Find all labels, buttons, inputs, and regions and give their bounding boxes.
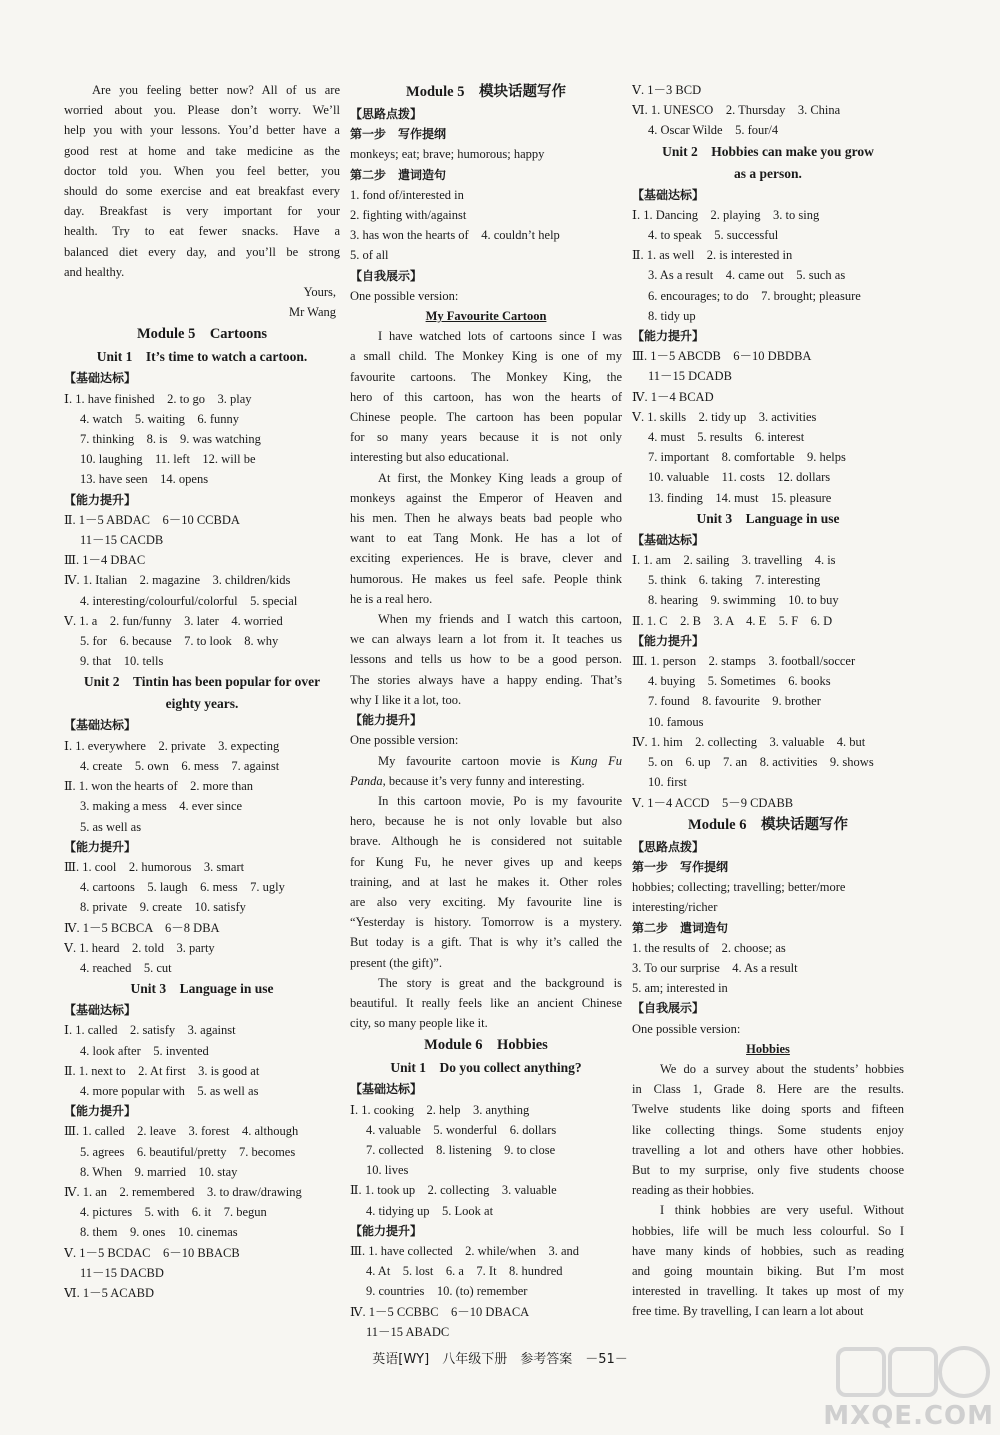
answer-line: Ⅲ. 1. have collected 2. while/when 3. and — [350, 1243, 580, 1258]
answer-line: 4. look after 5. invented — [80, 1043, 209, 1058]
text-line: monkeys against the Emperor of Heaven and — [350, 490, 622, 505]
text-line: “Yesterday is history. Tomorrow is a mystery. — [350, 915, 622, 930]
answer-line: Ⅰ. 1. cooking 2. help 3. anything — [350, 1102, 530, 1117]
text-line: When my friends and I watch this cartoon, — [378, 612, 622, 627]
text-line: present (the gift)”. — [350, 955, 442, 970]
answer-line: Ⅴ. 1. heard 2. told 3. party — [64, 940, 215, 955]
column-right — [632, 80, 904, 1322]
text-line: worried about you. Please don’t worry. We’ll — [64, 103, 340, 118]
answer-line: 10. famous — [648, 714, 704, 729]
answer-line: 3. making a mess 4. ever since — [80, 799, 243, 814]
text-line: We do a survey about the students’ hobbies — [660, 1061, 904, 1076]
module-heading: Module 5 模块话题写作 — [406, 84, 566, 100]
text-line: and going mountain biking. But I’m most — [632, 1263, 904, 1278]
text-line: In this cartoon movie, Po is my favourite — [378, 793, 622, 808]
answer-line: Ⅱ. 1. as well 2. is interested in — [632, 248, 793, 263]
module-heading: Module 5 Cartoons — [136, 326, 268, 343]
text-line: for so many years because it is not only — [350, 430, 622, 445]
paragraph — [350, 973, 622, 1034]
answer-line: 11－15 CACDB — [80, 533, 164, 548]
text-line: Chinese people. The cartoon has been popular — [350, 410, 622, 425]
answer-line: Ⅳ. 1－5 BCBCA 6－8 DBA — [64, 920, 220, 935]
answer-line: One possible version: — [350, 288, 459, 303]
text-line: hero of this cartoon, has won the hearts of — [350, 389, 622, 404]
section-tag: 第二步 遣词造句 — [350, 167, 447, 182]
section-tag: 【基础达标】 — [350, 1082, 423, 1097]
answer-line: Ⅱ. 1. next to 2. At first 3. is good at — [64, 1063, 260, 1078]
section-tag: 【自我展示】 — [632, 1001, 705, 1016]
answer-line: Ⅲ. 1. cool 2. humorous 3. smart — [64, 859, 245, 874]
answer-line: Ⅴ. 1－4 ACCD 5－9 CDABB — [632, 795, 794, 810]
text-line: want to eat Tang Monk. He has a lot of — [350, 531, 622, 546]
unit-heading: Unit 2 Hobbies can make you grow — [662, 143, 874, 159]
answer-line: Ⅲ. 1. called 2. leave 3. forest 4. although — [64, 1124, 299, 1139]
section-tag: 第二步 遣词造句 — [632, 920, 729, 935]
unit-heading: eighty years. — [165, 696, 239, 712]
answer-line: Ⅰ. 1. am 2. sailing 3. travelling 4. is — [632, 553, 836, 568]
answer-line: 4. must 5. results 6. interest — [648, 430, 805, 445]
text-line: interested in travelling. It takes up most of my — [632, 1284, 904, 1299]
answer-line: Ⅳ. 1－5 CCBBC 6－10 DBACA — [350, 1304, 530, 1319]
text-line: favourite cartoons. The Monkey King, the — [350, 369, 622, 384]
answer-line: 5. for 6. because 7. to look 8. why — [80, 634, 279, 649]
unit-heading: Unit 2 Tintin has been popular for over — [83, 674, 321, 690]
answer-line: One possible version: — [632, 1021, 741, 1036]
answer-line: 5. think 6. taking 7. interesting — [648, 573, 821, 588]
text-line: and healthy. — [64, 264, 125, 279]
unit-heading: Unit 3 Language in use — [130, 981, 274, 997]
answer-line: 13. finding 14. must 15. pleasure — [648, 490, 832, 505]
answer-line: 4. Oscar Wilde 5. four/4 — [648, 123, 779, 138]
paragraph — [350, 609, 622, 710]
text-line: reading as their hobbies. — [632, 1183, 755, 1198]
text-line: are also very exciting. My favourite line is — [350, 894, 622, 909]
text-line: free time. By travelling, I can learn a lot about — [632, 1304, 864, 1319]
unit-heading: Unit 1 It’s time to watch a cartoon. — [96, 349, 308, 365]
answer-line: 5. agrees 6. beautiful/pretty 7. becomes — [80, 1144, 296, 1159]
section-tag: 【基础达标】 — [64, 371, 137, 386]
answer-line: Ⅲ. 1. person 2. stamps 3. football/soccer — [632, 654, 856, 669]
answer-line: Ⅱ. 1. C 2. B 3. A 4. E 5. F 6. D — [632, 613, 833, 628]
text-line: brave. Although he is considered not suitable — [350, 834, 622, 849]
text-line: why I like it a lot, too. — [350, 692, 462, 707]
answer-line: Ⅱ. 1－5 ABDAC 6－10 CCBDA — [64, 512, 240, 527]
answer-line: 7. collected 8. listening 9. to close — [366, 1142, 556, 1157]
answer-line: 10. lives — [366, 1163, 409, 1178]
section-tag: 【基础达标】 — [64, 1003, 137, 1018]
section-tag: 【能力提升】 — [632, 329, 705, 344]
paragraph — [350, 326, 622, 467]
paragraph — [350, 791, 622, 973]
answer-line: hobbies; collecting; travelling; better/more — [632, 880, 846, 895]
section-tag: 【能力提升】 — [632, 633, 705, 648]
text-line: travelling a lot and others have other hobbies. — [632, 1142, 904, 1157]
text-line: training, and at last he makes it. Other roles — [350, 874, 622, 889]
answer-line: Ⅵ. 1. UNESCO 2. Thursday 3. China — [632, 103, 841, 118]
section-tag: 【基础达标】 — [64, 718, 137, 733]
text-line — [350, 751, 622, 771]
text-line: health. Try to eat fewer snacks. Have a — [64, 224, 340, 239]
answer-line: 4. watch 5. waiting 6. funny — [80, 411, 240, 426]
paragraph — [350, 468, 622, 609]
module-heading: Module 6 Hobbies — [424, 1037, 548, 1054]
signature-line: Yours, — [303, 285, 336, 300]
answer-line: Ⅲ. 1－4 DBAC — [64, 553, 146, 568]
answer-line: 5. of all — [350, 248, 389, 263]
text-line: lessons and tells us how to be a good person. — [350, 652, 622, 667]
answer-line: Ⅳ. 1. an 2. remembered 3. to draw/drawing — [64, 1184, 302, 1199]
section-tag: 第一步 写作提纲 — [632, 859, 729, 874]
answer-line: 8. hearing 9. swimming 10. to buy — [648, 593, 839, 608]
unit-heading: as a person. — [734, 165, 802, 181]
unit-heading: Unit 1 Do you collect anything? — [390, 1060, 582, 1076]
section-tag: 第一步 写作提纲 — [350, 127, 447, 142]
text-line: a small child. The Monkey King is one of my — [350, 349, 622, 364]
answer-line: monkeys; eat; brave; humorous; happy — [350, 147, 545, 162]
module-heading: Module 6 模块话题写作 — [688, 816, 848, 833]
answer-line: Ⅴ. 1－3 BCD — [632, 83, 702, 97]
section-tag: 【能力提升】 — [64, 1104, 137, 1119]
text-line: balanced diet every day, and you’ll be strong — [64, 244, 340, 259]
answer-line: 4. tidying up 5. Look at — [366, 1203, 494, 1218]
answer-line: 8. private 9. create 10. satisfy — [80, 900, 246, 915]
answer-line: 5. am; interested in — [632, 981, 728, 996]
text-line: beautiful. It really feels like an ancient Chinese — [350, 995, 622, 1010]
section-tag: 【能力提升】 — [64, 492, 137, 507]
text-line: have many kinds of hobbies, such as reading — [632, 1243, 904, 1258]
column-left — [64, 80, 340, 1303]
answer-line: 3. has won the hearts of 4. couldn’t help — [350, 228, 560, 243]
answer-line: Ⅴ. 1－5 BCDAC 6－10 BBACB — [64, 1245, 240, 1260]
answer-line: One possible version: — [350, 733, 459, 748]
text-line: hobbies, life will be much less colourful. So I — [632, 1223, 904, 1238]
paragraph — [64, 80, 340, 282]
text-line: good rest at home and take medicine as the — [64, 143, 340, 158]
text-line: for Kung Fu, he never gives up and keeps — [350, 854, 622, 869]
page-footer: 英语[WY] 八年级下册 参考答案 －51－ — [372, 1352, 628, 1367]
answer-line: 4. At 5. lost 6. a 7. It 8. hundred — [366, 1264, 563, 1279]
text-line: like collecting things. Some students enjoy — [632, 1122, 904, 1137]
text-line: should do some exercise and eat breakfast every — [64, 184, 340, 199]
section-tag: 【基础达标】 — [632, 187, 705, 202]
paragraph — [632, 1059, 904, 1200]
text-span: My favourite cartoon movie is — [378, 753, 571, 768]
answer-line: 3. As a result 4. came out 5. such as — [648, 268, 846, 283]
answer-line: Ⅳ. 1－4 BCAD — [632, 389, 714, 404]
text-line: doctor told you. When you feel better, you — [64, 163, 340, 178]
answer-line: 7. important 8. comfortable 9. helps — [648, 450, 846, 465]
answer-line: 8. tidy up — [648, 308, 696, 323]
signature-line: Mr Wang — [288, 305, 336, 320]
answer-line: 7. found 8. favourite 9. brother — [648, 694, 821, 709]
answer-line: 5. as well as — [80, 819, 142, 834]
text-span: , because it’s very funny and interesting. — [382, 773, 585, 788]
answer-line: Ⅰ. 1. have finished 2. to go 3. play — [64, 391, 252, 406]
text-line: But to my surprise, only five students choose — [632, 1162, 904, 1177]
composition-title: My Favourite Cartoon — [425, 309, 547, 324]
answer-line: 11－15 ABADC — [366, 1324, 450, 1339]
answer-line: Ⅰ. 1. called 2. satisfy 3. against — [64, 1023, 236, 1038]
text-line: I have watched lots of cartoons since I was — [378, 329, 622, 344]
text-line — [350, 771, 622, 791]
answer-line: 9. that 10. tells — [80, 654, 164, 669]
text-line: city, so many people like it. — [350, 1016, 488, 1031]
answer-line: 11－15 DACBD — [80, 1265, 164, 1280]
answer-line: 10. laughing 11. left 12. will be — [80, 452, 256, 467]
section-tag: 【基础达标】 — [632, 532, 705, 547]
answer-line: 7. thinking 8. is 9. was watching — [80, 432, 261, 447]
answer-line: 5. on 6. up 7. an 8. activities 9. shows — [648, 755, 874, 770]
text-line: exciting experiences. He is brave, clever and — [350, 551, 622, 566]
unit-heading: Unit 3 Language in use — [696, 510, 840, 526]
text-line: Twelve students like doing sports and fifteen — [632, 1102, 904, 1117]
answer-line: 1. fond of/interested in — [350, 187, 464, 202]
section-tag: 【能力提升】 — [64, 839, 137, 854]
answer-line: 1. the results of 2. choose; as — [632, 940, 786, 955]
answer-line: Ⅱ. 1. took up 2. collecting 3. valuable — [350, 1183, 557, 1198]
section-tag: 【能力提升】 — [350, 713, 423, 728]
section-tag: 【思路点拨】 — [632, 839, 705, 854]
paragraph — [350, 751, 622, 791]
text-line: in Class 1, Grade 8. Here are the results. — [632, 1082, 904, 1097]
answer-line: 9. countries 10. (to) remember — [366, 1284, 528, 1299]
composition-title: Hobbies — [746, 1041, 790, 1056]
answer-line: 3. To our surprise 4. As a result — [632, 960, 798, 975]
answer-line: 4. valuable 5. wonderful 6. dollars — [366, 1122, 557, 1137]
answer-line: Ⅱ. 1. won the hearts of 2. more than — [64, 779, 254, 794]
section-tag: 【思路点拨】 — [350, 107, 423, 121]
answer-line: 4. pictures 5. with 6. it 7. begun — [80, 1205, 267, 1220]
answer-line: 2. fighting with/against — [350, 208, 467, 223]
answer-line: 8. When 9. married 10. stay — [80, 1164, 238, 1179]
answer-line: 8. them 9. ones 10. cinemas — [80, 1225, 238, 1240]
answer-line: 4. buying 5. Sometimes 6. books — [648, 674, 831, 689]
text-line: we can always learn a lot from it. It teaches us — [350, 632, 622, 647]
answer-line: Ⅴ. 1. skills 2. tidy up 3. activities — [632, 409, 817, 424]
text-line: But today is a gift. That is why it’s called the — [350, 935, 622, 950]
text-line: The stories always have a happy ending. That’s — [350, 672, 622, 687]
text-line: his men. Then he always beats bad people who — [350, 511, 622, 526]
answer-line: 4. more popular with 5. as well as — [80, 1083, 259, 1098]
section-tag: 【自我展示】 — [350, 268, 423, 283]
text-line: The story is great and the background is — [378, 975, 622, 990]
text-line: interesting but also educational. — [350, 450, 509, 465]
answer-line: interesting/richer — [632, 900, 718, 915]
text-line: help you with your lessons. You’d better have a — [64, 123, 340, 138]
answer-line: Ⅴ. 1. a 2. fun/funny 3. later 4. worried — [64, 613, 283, 628]
answer-line: 6. encourages; to do 7. brought; pleasure — [648, 288, 861, 303]
answer-line: 11－15 DCADB — [648, 369, 732, 384]
text-line: he is a real hero. — [350, 591, 433, 606]
text-line: Are you feeling better now? All of us are — [92, 83, 340, 97]
answer-line: 4. cartoons 5. laugh 6. mess 7. ugly — [80, 880, 285, 895]
text-line: humorous. He makes us feel safe. People think — [350, 571, 622, 586]
answer-line: 4. interesting/colourful/colorful 5. special — [80, 593, 298, 608]
answer-line: 4. reached 5. cut — [80, 960, 172, 975]
answer-line: Ⅰ. 1. everywhere 2. private 3. expecting — [64, 738, 280, 753]
answer-line: 4. to speak 5. successful — [648, 228, 779, 243]
movie-title: Kung Fu — [570, 753, 622, 768]
text-line: At first, the Monkey King leads a group of — [378, 470, 622, 485]
answer-line: 10. valuable 11. costs 12. dollars — [648, 470, 831, 485]
answer-line: Ⅳ. 1. Italian 2. magazine 3. children/kids — [64, 573, 291, 588]
column-middle — [350, 80, 622, 1342]
watermark-text: MXQE.COM — [823, 1401, 994, 1431]
paragraph — [632, 1200, 904, 1321]
answer-line: Ⅰ. 1. Dancing 2. playing 3. to sing — [632, 207, 820, 222]
answer-line: Ⅵ. 1－5 ACABD — [64, 1285, 155, 1300]
text-line: I think hobbies are very useful. Without — [660, 1203, 904, 1218]
answer-line: Ⅲ. 1－5 ABCDB 6－10 DBDBA — [632, 349, 812, 364]
section-tag: 【能力提升】 — [350, 1223, 423, 1238]
text-line: hero, because he is not only lovable but also — [350, 814, 622, 829]
answer-line: 13. have seen 14. opens — [80, 472, 209, 487]
answer-line: 4. create 5. own 6. mess 7. against — [80, 758, 280, 773]
movie-title: Panda — [350, 773, 383, 788]
answer-line: 10. first — [648, 775, 687, 790]
answer-line: Ⅳ. 1. him 2. collecting 3. valuable 4. but — [632, 734, 866, 749]
text-line: day. Breakfast is very important for your — [64, 204, 340, 219]
